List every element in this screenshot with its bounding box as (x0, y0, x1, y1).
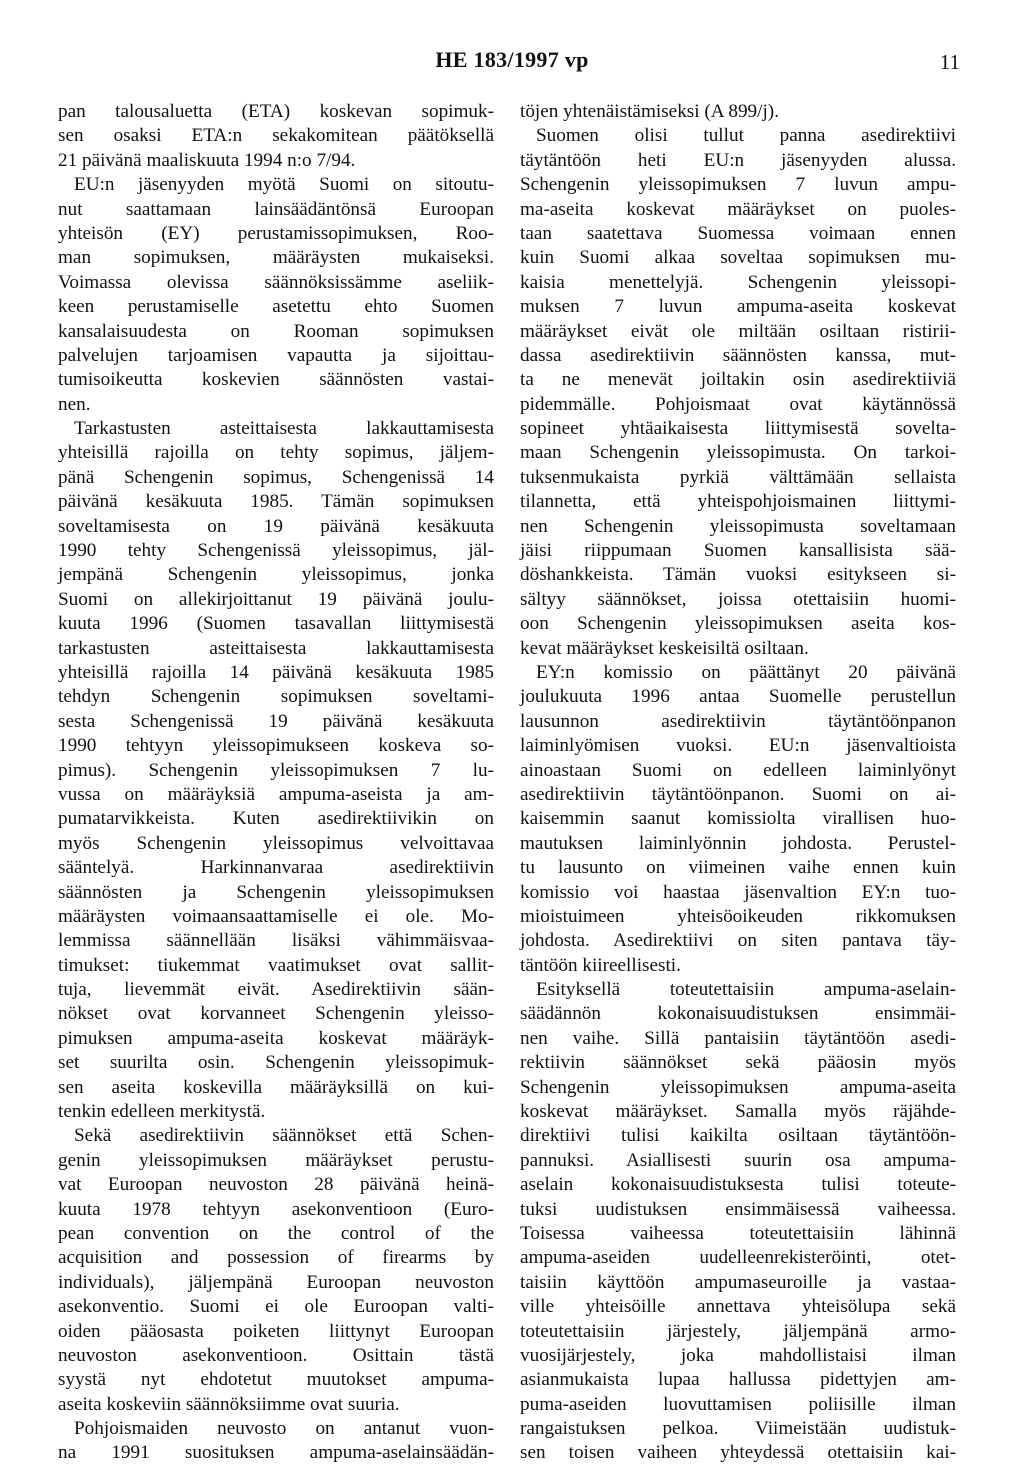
text-line: individuals), jäljempänä Euroopan neuvoston (58, 1271, 494, 1293)
text-line: aselain kokonaisuudistuksesta tulisi toteute- (520, 1174, 956, 1196)
right-text-column (520, 100, 956, 1466)
text-line: Suomen olisi tullut panna asedirektiivi (536, 125, 956, 147)
text-line: muksen 7 luvun ampuma-aseita koskevat (520, 296, 956, 318)
text-line: säännösten ja Schengenin yleissopimuksen (58, 881, 494, 903)
text-line: kuuta 1996 (Suomen tasavallan liittymisestä (58, 613, 494, 635)
text-line: maan Schengenin yleissopimusta. On tarkoi- (520, 442, 956, 464)
text-line: asedirektiivin täytäntöönpanon. Suomi on ai- (520, 783, 956, 805)
text-line: acquisition and possession of firearms by (58, 1247, 494, 1269)
text-line: oiden pääosasta poiketen liittynyt Euroopan (58, 1320, 494, 1342)
text-line: sältyy säännökset, joissa otettaisiin huomi- (520, 588, 956, 610)
text-line: vat Euroopan neuvoston 28 päivänä heinä- (58, 1174, 494, 1196)
text-line: toteutettaisiin järjestely, jäljempänä armo- (520, 1320, 956, 1342)
text-line: kuin Suomi alkaa soveltaa sopimuksen mu- (520, 247, 956, 269)
text-line: komissio voi haastaa jäsenvaltion EY:n tuo- (520, 881, 956, 903)
text-line: pan talousaluetta (ETA) koskevan sopimuk- (58, 101, 494, 122)
text-line: pean convention on the control of the (58, 1222, 494, 1244)
text-line: tehdyn Schengenin sopimuksen soveltami- (58, 686, 494, 708)
text-line: tuksenmukaista pyrkiä välttämään sellaista (520, 466, 956, 488)
text-line: direktiivi tulisi kaikilta osiltaan täytäntöön- (520, 1125, 956, 1147)
text-line: vuosijärjestely, joka mahdollistaisi ilman (520, 1344, 956, 1366)
text-line: pidemmälle. Pohjoismaat ovat käytännössä (520, 393, 956, 415)
text-line: tenkin edelleen merkitystä. (58, 1101, 266, 1123)
text-line: syystä nyt ehdotetut muutokset ampuma- (58, 1369, 494, 1391)
text-line: dassa asedirektiivin säännösten kanssa, mut- (520, 344, 956, 366)
text-line: sen aseita koskevilla määräyksillä on kui- (58, 1076, 494, 1098)
text-line: täytäntöön heti EU:n jäsenyyden alussa. (520, 149, 956, 171)
text-line: koskevat määräykset. Samalla myös räjähde- (520, 1101, 956, 1123)
text-line: döshankkeista. Tämän vuoksi esitykseen si- (520, 564, 956, 586)
text-line: genin yleissopimuksen määräykset perustu- (58, 1149, 494, 1171)
text-line: EU:n jäsenyyden myötä Suomi on sitoutu- (74, 174, 494, 196)
text-line: yhteisillä rajoilla on tehty sopimus, jäljem- (58, 442, 494, 464)
text-line: päivänä kesäkuuta 1985. Tämän sopimuksen (58, 491, 494, 513)
text-line: nen. (58, 393, 91, 415)
text-line: tilannetta, että yhteispohjoismainen liittymi- (520, 491, 956, 513)
text-line: 1990 tehty Schengenissä yleissopimus, jäl- (58, 540, 494, 562)
text-line: yhteisillä rajoilla 14 päivänä kesäkuuta 1985 (58, 661, 494, 683)
left-text-column (58, 100, 494, 1466)
text-line: rangaistuksen pelkoa. Viimeistään uudistuk- (520, 1418, 956, 1440)
text-line: palvelujen tarjoamisen vapautta ja sijoittau- (58, 344, 494, 366)
text-line: pimuksen ampuma-aseita koskevat määräyk- (58, 1027, 494, 1049)
text-line: aseita koskeviin säännöksiimme ovat suuria. (58, 1393, 400, 1415)
text-line: soveltamisesta on 19 päivänä kesäkuuta (58, 515, 494, 537)
text-line: neuvoston asekonventioon. Osittain tästä (58, 1344, 494, 1366)
text-line: tuja, lievemmät eivät. Asedirektiivin sään- (58, 979, 494, 1001)
text-line: sesta Schengenissä 19 päivänä kesäkuuta (58, 710, 494, 732)
text-line: pannuksi. Asiallisesti suurin osa ampuma- (520, 1149, 956, 1171)
text-line: pumatarvikkeista. Kuten asedirektiivikin on (58, 808, 494, 830)
text-line: ainoastaan Suomi on edelleen laiminlyönyt (520, 759, 956, 781)
text-line: 21 päivänä maaliskuuta 1994 n:o 7/94. (58, 149, 356, 171)
text-line: tu lausunto on viimeinen vaihe ennen kuin (520, 857, 956, 879)
text-line: töjen yhtenäistämiseksi (A 899/j). (520, 101, 779, 122)
text-line: sen toisen vaiheen yhteydessä otettaisiin kai- (520, 1442, 956, 1464)
text-line: kansalaisuudesta on Rooman sopimuksen (58, 320, 494, 342)
text-line: puma-aseiden luovuttamisen poliisille ilman (520, 1393, 956, 1415)
text-line: sen osaksi ETA:n sekakomitean päätöksellä (58, 125, 494, 147)
text-line: sääntelyä. Harkinnanvaraa asedirektiivin (58, 857, 494, 879)
text-line: timukset: tiukemmat vaatimukset ovat sallit- (58, 954, 494, 976)
text-line: kaisemmin saanut komissiolta virallisen huo- (520, 808, 956, 830)
text-line: Schengenin yleissopimuksen ampuma-aseita (520, 1076, 956, 1098)
text-line: säädännön kokonaisuudistuksen ensimmäi- (520, 1003, 956, 1025)
text-line: taisiin käyttöön ampumaseuroille ja vastaa- (520, 1271, 956, 1293)
text-line: yhteisön (EY) perustamissopimuksen, Roo- (58, 222, 494, 244)
text-line: nen Schengenin yleissopimusta soveltamaan (520, 515, 956, 537)
text-line: oon Schengenin yleissopimuksen aseita kos- (520, 613, 956, 635)
text-line: joulukuuta 1996 antaa Suomelle perustellun (520, 686, 956, 708)
text-line: tumisoikeutta koskevien säännösten vastai- (58, 369, 494, 391)
text-line: mioistuimeen yhteisöoikeuden rikkomuksen (520, 905, 956, 927)
text-line: myös Schengenin yleissopimus velvoittavaa (58, 832, 494, 854)
text-line: nen vaihe. Sillä pantaisiin täytäntöön asedi- (520, 1027, 956, 1049)
text-line: lausunnon asedirektiivin täytäntöönpanon (520, 710, 956, 732)
text-line: Voimassa olevissa säännöksissämme aseliik- (58, 271, 494, 293)
text-line: keen perustamiselle asetettu ehto Suomen (58, 296, 494, 318)
text-line: taan saatettava Suomessa voimaan ennen (520, 222, 956, 244)
text-line: johdosta. Asedirektiivi on siten pantava täy- (520, 930, 956, 952)
text-line: ta ne menevät joiltakin osin asedirektiiviä (520, 369, 956, 391)
text-line: määräysten voimaansaattamiselle ei ole. Mo- (58, 905, 494, 927)
text-line: kevat määräykset keskeisiltä osiltaan. (520, 637, 809, 659)
text-line: täntöön kiireellisesti. (520, 954, 681, 976)
text-line: määräykset eivät ole miltään osiltaan ristirii- (520, 320, 956, 342)
text-line: Esityksellä toteutettaisiin ampuma-aselain- (536, 979, 956, 1001)
text-line: lemmissa säännellään lisäksi vähimmäisvaa- (58, 930, 494, 952)
text-line: jempänä Schengenin yleissopimus, jonka (58, 564, 494, 586)
text-line: kuuta 1978 tehtyyn asekonventioon (Euro- (58, 1198, 494, 1220)
text-line: pimus). Schengenin yleissopimuksen 7 lu- (58, 759, 494, 781)
text-line: vussa on määräyksiä ampuma-aseista ja am- (58, 783, 494, 805)
text-line: Schengenin yleissopimuksen 7 luvun ampu- (520, 174, 956, 196)
text-line: laiminlyömisen vuoksi. EU:n jäsenvaltioista (520, 735, 956, 757)
text-line: asianmukaista lupaa hallussa pidettyjen am- (520, 1369, 956, 1391)
text-line: mautuksen laiminlyönnin johdosta. Perustel- (520, 832, 956, 854)
text-line: pänä Schengenin sopimus, Schengenissä 14 (58, 466, 494, 488)
text-line: ma-aseita koskevat määräykset on puoles- (520, 198, 956, 220)
page-number: 11 (939, 50, 960, 74)
text-line: ampuma-aseiden uudelleenrekisteröinti, otet- (520, 1247, 956, 1269)
text-line: ville yhteisöille annettava yhteisölupa sekä (520, 1296, 956, 1318)
text-line: EY:n komissio on päättänyt 20 päivänä (536, 661, 956, 683)
text-line: 1990 tehtyyn yleissopimukseen koskeva so- (58, 735, 494, 757)
text-line: set suurilta osin. Schengenin yleissopimuk- (58, 1052, 494, 1074)
text-line: nökset ovat korvanneet Schengenin yleisso- (58, 1003, 494, 1025)
text-line: Sekä asedirektiivin säännökset että Schen- (74, 1125, 494, 1147)
text-line: Toisessa vaiheessa toteutettaisiin lähinnä (520, 1222, 956, 1244)
text-line: kaisia menettelyjä. Schengenin yleissopi- (520, 271, 956, 293)
text-line: Tarkastusten asteittaisesta lakkauttamisesta (74, 418, 494, 440)
text-line: asekonventio. Suomi ei ole Euroopan valti- (58, 1296, 494, 1318)
text-line: man sopimuksen, määräysten mukaiseksi. (58, 247, 494, 269)
text-line: tarkastusten asteittaisesta lakkauttamisesta (58, 637, 494, 659)
text-line: na 1991 suosituksen ampuma-aselainsäädän- (58, 1442, 494, 1464)
text-line: Suomi on allekirjoittanut 19 päivänä joulu- (58, 588, 494, 610)
document-title: HE 183/1997 vp (435, 47, 589, 72)
text-line: nut saattamaan lainsäädäntönsä Euroopan (58, 198, 494, 220)
text-line: rektiivin säännökset sekä pääosin myös (520, 1052, 956, 1074)
text-line: tuksi uudistuksen ensimmäisessä vaiheessa. (520, 1198, 956, 1220)
text-line: Pohjoismaiden neuvosto on antanut vuon- (74, 1418, 494, 1440)
text-line: jäisi riippumaan Suomen kansallisista sää- (520, 540, 956, 562)
text-line: sopineet yhtäaikaisesta liittymisestä sovelta- (520, 418, 956, 440)
